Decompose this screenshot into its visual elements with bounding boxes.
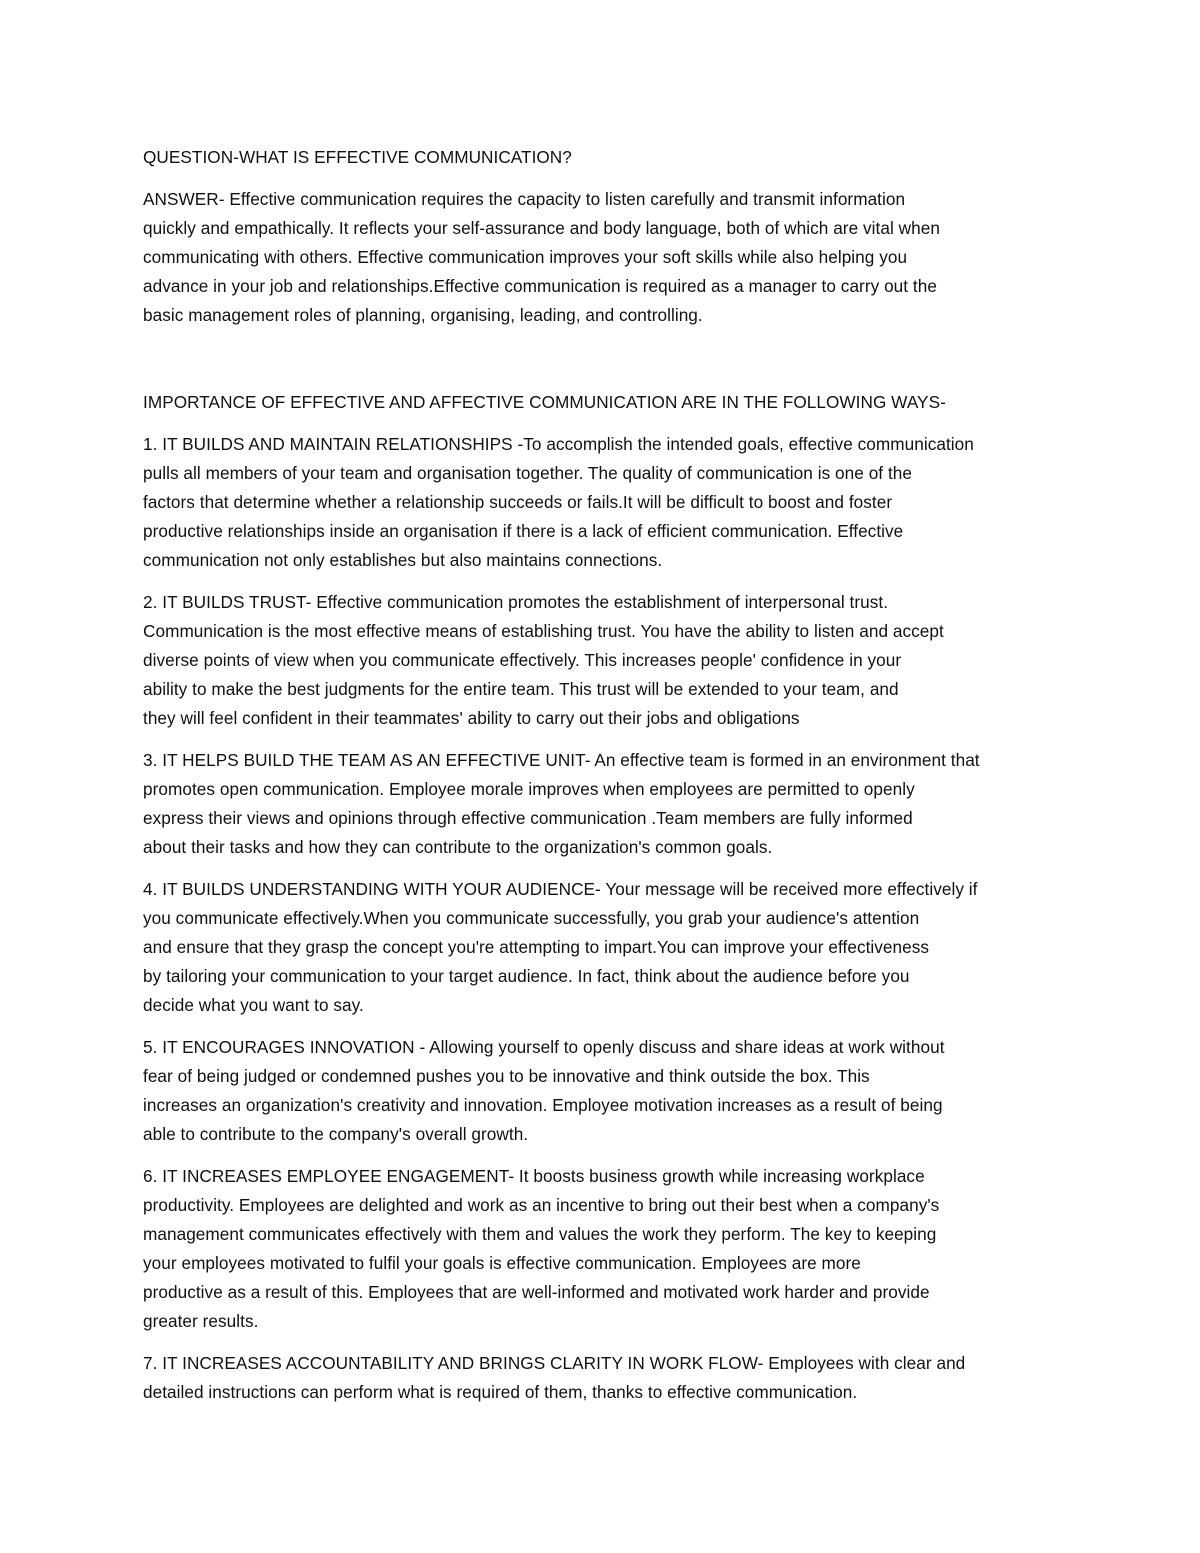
text-line: pulls all members of your team and organisation together. The quality of communication is one of the	[143, 463, 912, 483]
text-line: ability to make the best judgments for the entire team. This trust will be extended to your team, and	[143, 679, 899, 699]
text-line: 7. IT INCREASES ACCOUNTABILITY AND BRINGS CLARITY IN WORK FLOW- Employees with clear and	[143, 1353, 966, 1373]
answer-paragraph	[143, 185, 1068, 330]
paragraph-spacer	[143, 343, 1068, 388]
text-line: and ensure that they grasp the concept you're attempting to impart.You can improve your effectiveness	[143, 937, 930, 957]
text-line: they will feel confident in their teammates' ability to carry out their jobs and obligations	[143, 708, 800, 728]
text-line: productive relationships inside an organisation if there is a lack of efficient communication. Effective	[143, 521, 904, 541]
text-line: communication not only establishes but also maintains connections.	[143, 550, 663, 570]
point-4-paragraph	[143, 875, 1068, 1020]
question-paragraph	[143, 143, 1068, 172]
text-line: 2. IT BUILDS TRUST- Effective communication promotes the establishment of interpersonal trust.	[143, 592, 889, 612]
text-line: 6. IT INCREASES EMPLOYEE ENGAGEMENT- It boosts business growth while increasing workplace	[143, 1166, 925, 1186]
point-1-paragraph	[143, 430, 1068, 575]
text-line: 1. IT BUILDS AND MAINTAIN RELATIONSHIPS -To accomplish the intended goals, effective communication	[143, 434, 974, 454]
text-line: able to contribute to the company's overall growth.	[143, 1124, 529, 1144]
point-3-paragraph	[143, 746, 1068, 862]
point-7-paragraph	[143, 1349, 1068, 1407]
document-page	[143, 143, 1068, 1420]
text-line: by tailoring your communication to your target audience. In fact, think about the audience before you	[143, 966, 910, 986]
text-line: increases an organization's creativity and innovation. Employee motivation increases as a result of being	[143, 1095, 943, 1115]
text-line: promotes open communication. Employee morale improves when employees are permitted to openly	[143, 779, 915, 799]
text-line: express their views and opinions through effective communication .Team members are fully informed	[143, 808, 913, 828]
text-line: 5. IT ENCOURAGES INNOVATION - Allowing yourself to openly discuss and share ideas at work without	[143, 1037, 945, 1057]
text-line: your employees motivated to fulfil your goals is effective communication. Employees are more	[143, 1253, 861, 1273]
text-line: IMPORTANCE OF EFFECTIVE AND AFFECTIVE COMMUNICATION ARE IN THE FOLLOWING WAYS-	[143, 392, 946, 412]
point-2-paragraph	[143, 588, 1068, 733]
text-line: decide what you want to say.	[143, 995, 364, 1015]
text-line: ANSWER- Effective communication requires the capacity to listen carefully and transmit information	[143, 189, 906, 209]
text-line: productivity. Employees are delighted and work as an incentive to bring out their best when a company's	[143, 1195, 940, 1215]
text-line: about their tasks and how they can contribute to the organization's common goals.	[143, 837, 773, 857]
point-6-paragraph	[143, 1162, 1068, 1336]
text-line: diverse points of view when you communicate effectively. This increases people' confidence in your	[143, 650, 902, 670]
text-line: detailed instructions can perform what is required of them, thanks to effective communication.	[143, 1382, 858, 1402]
text-line: 3. IT HELPS BUILD THE TEAM AS AN EFFECTIVE UNIT- An effective team is formed in an environment that	[143, 750, 980, 770]
text-line: factors that determine whether a relationship succeeds or fails.It will be difficult to boost and foster	[143, 492, 893, 512]
text-line: communicating with others. Effective communication improves your soft skills while also helping you	[143, 247, 908, 267]
text-line: Communication is the most effective means of establishing trust. You have the ability to listen and accept	[143, 621, 944, 641]
text-line: QUESTION-WHAT IS EFFECTIVE COMMUNICATION?	[143, 147, 572, 167]
text-line: productive as a result of this. Employees that are well-informed and motivated work harder and provide	[143, 1282, 930, 1302]
text-line: basic management roles of planning, organising, leading, and controlling.	[143, 305, 703, 325]
text-line: you communicate effectively.When you communicate successfully, you grab your audience's attention	[143, 908, 920, 928]
text-line: 4. IT BUILDS UNDERSTANDING WITH YOUR AUDIENCE- Your message will be received more effectively if	[143, 879, 978, 899]
text-line: advance in your job and relationships.Effective communication is required as a manager to carry out the	[143, 276, 937, 296]
text-line: quickly and empathically. It reflects your self-assurance and body language, both of which are vital when	[143, 218, 940, 238]
text-line: management communicates effectively with them and values the work they perform. The key to keeping	[143, 1224, 937, 1244]
importance-heading	[143, 388, 1068, 417]
point-5-paragraph	[143, 1033, 1068, 1149]
text-line: greater results.	[143, 1311, 259, 1331]
text-line: fear of being judged or condemned pushes you to be innovative and think outside the box. This	[143, 1066, 870, 1086]
